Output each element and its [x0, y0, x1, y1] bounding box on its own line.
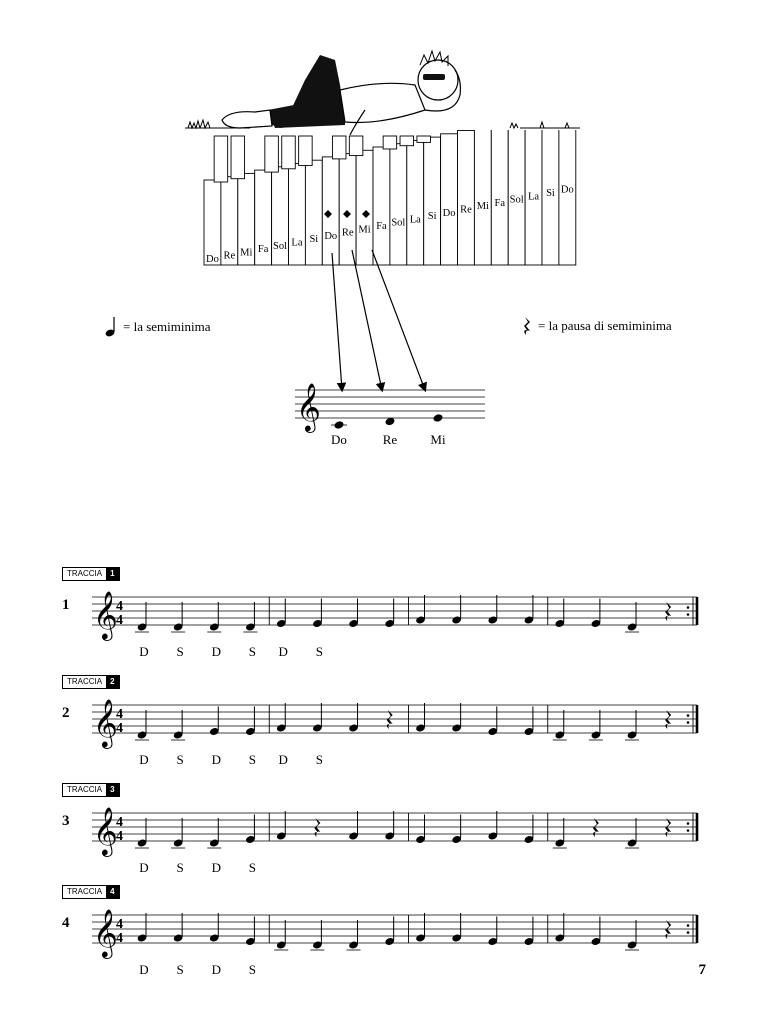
note-head	[433, 413, 444, 423]
repeat-dot	[687, 613, 690, 616]
piano-key	[441, 134, 458, 265]
key-label: La	[528, 191, 540, 203]
quarter-rest-icon	[522, 316, 532, 336]
key-label: La	[409, 214, 421, 226]
treble-clef-icon: 𝄞	[93, 701, 118, 747]
mini-staff	[290, 380, 490, 455]
track-number: 4	[106, 886, 118, 898]
fingering-label: D	[211, 752, 221, 767]
time-signature: 4	[116, 613, 123, 628]
repeat-dot	[687, 822, 690, 825]
fingering-label: S	[248, 860, 257, 875]
exercise-staff	[90, 801, 730, 896]
track-badge	[62, 567, 120, 581]
fingering-label: S	[248, 752, 257, 767]
piano-key	[474, 130, 491, 265]
black-key	[214, 136, 228, 182]
exercise-staff	[90, 585, 730, 680]
key-label: Sol	[391, 217, 406, 229]
quarter-rest-label: = la pausa di semiminima	[538, 318, 672, 333]
fingering-label: D	[139, 752, 149, 767]
treble-clef-icon: 𝄞	[93, 911, 118, 957]
black-key	[282, 136, 296, 169]
track-label: TRACCIA	[63, 886, 106, 898]
quarter-note-legend	[105, 316, 210, 338]
black-key	[299, 136, 313, 166]
fingering-label: S	[315, 752, 324, 767]
key-label: La	[291, 237, 303, 249]
fingering-label: S	[248, 962, 257, 977]
exercise-staff	[90, 693, 730, 788]
key-label: Si	[427, 211, 437, 223]
black-key	[231, 136, 245, 179]
key-label: Mi	[240, 247, 253, 259]
key-label: Re	[223, 250, 236, 262]
arrow-do	[332, 253, 342, 390]
fingering-label: D	[211, 962, 221, 977]
repeat-dot	[687, 931, 690, 934]
arrow-mi	[372, 250, 425, 390]
black-key	[349, 136, 363, 156]
black-key	[265, 136, 279, 172]
key-label: Fa	[494, 197, 505, 209]
time-signature: 4	[116, 917, 123, 932]
fingering-label: D	[278, 644, 288, 659]
mini-staff-note-label-mi: Mi	[430, 432, 446, 447]
black-key	[383, 136, 397, 149]
track-label: TRACCIA	[63, 676, 106, 688]
key-label: Sol	[509, 194, 524, 206]
key-label: Do	[442, 207, 456, 219]
piano-key	[559, 130, 576, 265]
key-label: Do	[560, 184, 574, 196]
exercise-number: 1	[62, 597, 70, 613]
track-label: TRACCIA	[63, 568, 106, 580]
time-signature: 4	[116, 931, 123, 946]
mini-staff-note-label-do: Do	[331, 432, 347, 447]
piano-key	[204, 180, 221, 265]
fingering-label: D	[139, 962, 149, 977]
key-label: Do	[206, 254, 219, 265]
track-number: 2	[106, 676, 118, 688]
page-number: 7	[698, 962, 706, 978]
repeat-dot	[687, 924, 690, 927]
mini-staff-note-label-re: Re	[382, 432, 398, 447]
fingering-label: D	[211, 860, 221, 875]
fingering-label: D	[139, 644, 149, 659]
exercise-staff	[90, 903, 730, 998]
fingering-label: S	[176, 644, 184, 659]
key-label: Re	[341, 227, 354, 239]
time-signature: 4	[116, 815, 123, 830]
black-key	[417, 136, 431, 142]
track-number: 1	[106, 568, 118, 580]
key-label: Re	[460, 204, 472, 216]
fingering-label: D	[278, 752, 288, 767]
key-label: Fa	[257, 244, 269, 256]
key-label: Si	[546, 188, 555, 199]
fingering-label: S	[315, 644, 324, 659]
quarter-note-label: = la semiminima	[123, 319, 211, 334]
piano-key	[289, 164, 306, 266]
boy-illustration	[180, 40, 590, 140]
treble-clef-icon: 𝄞	[296, 385, 321, 431]
key-label: Mi	[358, 224, 371, 236]
key-label: Mi	[476, 201, 489, 213]
track-number: 3	[106, 784, 118, 796]
time-signature: 4	[116, 721, 123, 736]
time-signature: 4	[116, 707, 123, 722]
repeat-dot	[687, 714, 690, 717]
exercise-number: 4	[62, 915, 70, 931]
repeat-dot	[687, 721, 690, 724]
treble-clef-icon: 𝄞	[93, 593, 118, 639]
key-label: Do	[324, 230, 338, 242]
arrow-re	[352, 250, 382, 390]
black-key	[332, 136, 346, 159]
key-label: Si	[309, 234, 319, 246]
time-signature: 4	[116, 829, 123, 844]
track-badge	[62, 885, 120, 899]
black-key	[400, 136, 414, 146]
treble-clef-icon: 𝄞	[93, 809, 118, 855]
quarter-note-icon	[105, 316, 117, 338]
key-label: Fa	[376, 221, 387, 232]
quarter-rest-legend	[522, 316, 672, 336]
track-badge	[62, 783, 120, 797]
fingering-label: S	[248, 644, 257, 659]
repeat-dot	[687, 829, 690, 832]
exercise-number: 2	[62, 705, 70, 721]
track-label: TRACCIA	[63, 784, 106, 796]
fingering-label: S	[176, 962, 184, 977]
exercise-number: 3	[62, 813, 70, 829]
pointer-arrows	[320, 245, 440, 395]
fingering-label: D	[139, 860, 149, 875]
fingering-label: D	[211, 644, 221, 659]
track-badge	[62, 675, 120, 689]
piano-key	[458, 131, 475, 266]
key-label: Sol	[273, 240, 288, 252]
time-signature: 4	[116, 599, 123, 614]
fingering-label: S	[176, 860, 184, 875]
fingering-label: S	[176, 752, 184, 767]
repeat-dot	[687, 606, 690, 609]
